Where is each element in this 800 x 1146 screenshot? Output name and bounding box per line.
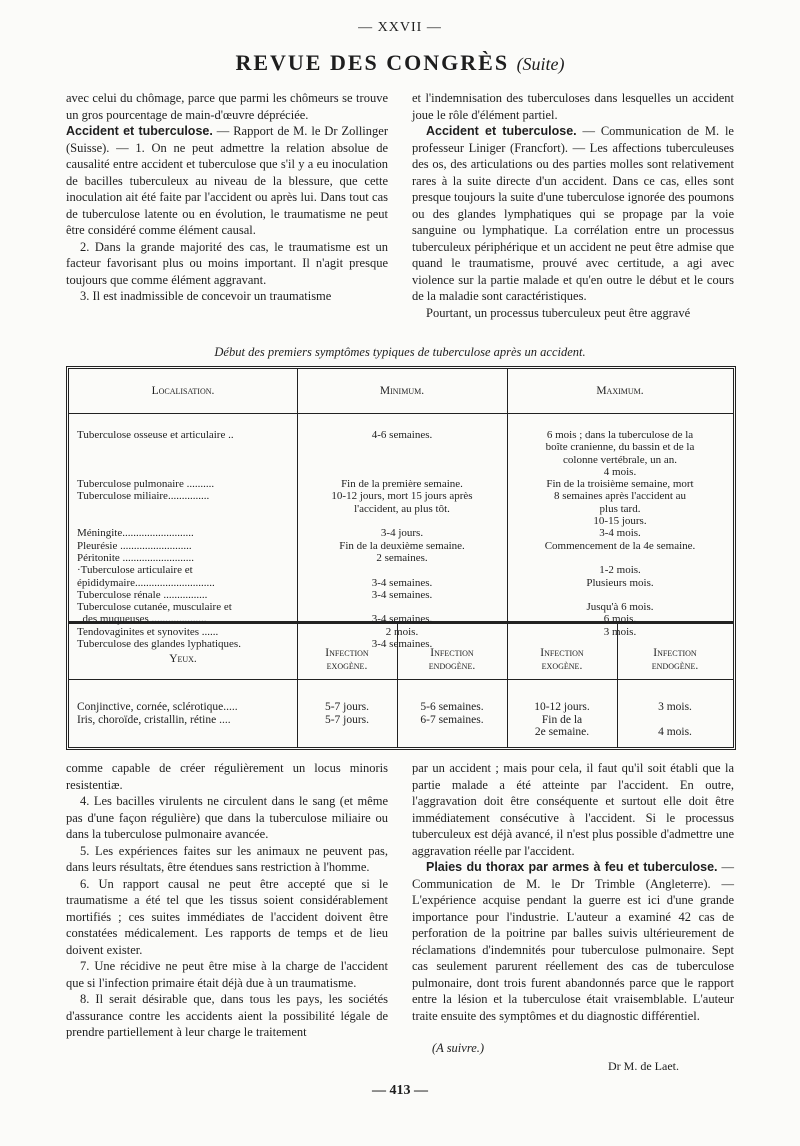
table-divider [507, 369, 508, 623]
paragraph: 3. Il est inadmissible de concevoir un traumatisme [80, 289, 332, 303]
yeux-cell: Conjinctive, cornée, sclérotique..... Iris, choroïde, cristallin, rétine .... [77, 701, 238, 726]
table-divider [297, 369, 298, 623]
header-infection-exogene: Infection exogène. [540, 647, 584, 672]
minimum-cell: 4-6 semaines. Fin de la première semaine. 10-12 jours, mort 15 jours après l'accident, au plus tôt. 3-4 jours. Fin de la deuxième semaine. 2 semaines. 3-4 semaines. 3-4 semaines. 3-4 semaines. 2 mois. 3-4 semaines. [331, 429, 473, 651]
author-signature: Dr M. de Laet. [608, 1059, 679, 1073]
endogene-max-cell: 3 mois. 4 mois. [658, 701, 692, 738]
paragraph: Pourtant, un processus tuberculeux peut être aggravé [426, 305, 691, 320]
symptom-table [66, 366, 736, 750]
exogene-max-cell: 10-12 jours. Fin de la 2e semaine. [534, 701, 590, 738]
page-number: — 413 — [372, 1083, 428, 1098]
header-yeux: Yeux. [169, 653, 197, 665]
left-column-bottom [66, 760, 388, 1041]
header-minimum: Minimum. [379, 385, 425, 397]
header-infection-endogene: Infection endogène. [428, 647, 476, 672]
header-localisation: Localisation. [151, 385, 215, 397]
page-title [0, 50, 800, 76]
paragraph-text: — Rapport de M. le Dr Zollinger (Suisse). — 1. On ne peut admettre la relation absolue de causalité entre accident et tuberculose que s'il y a eu inoculation de bacilles tuberculeux au niveau de la blessure, que cette inoculation ait été faite par l'accident ou après lui. Dans tout cas de tuberculose latente ou en évolution, le traumatisme ne peut être considéré comme élément causal. [66, 124, 388, 237]
paragraph [66, 123, 388, 239]
page-roman-numeral: — XXVII — [358, 20, 442, 35]
paragraph: et l'indemnisation des tuberculoses dans lesquelles un accident joue le rôle d'élément partiel. [412, 91, 734, 122]
left-column-top [66, 90, 388, 305]
table-divider [69, 679, 733, 680]
paragraph: 5. Les expériences faites sur les animaux ne peuvent pas, dans leurs résultats, être étendues sans restriction à l'homme. [66, 843, 388, 874]
exogene-min-cell: 5-7 jours. 5-7 jours. [324, 701, 370, 726]
localisation-cell: Tuberculose osseuse et articulaire .. Tuberculose pulmonaire .......... Tuberculose miliaire............... Méningite.......................... Pleurésie .......................... Péritonite .......................... ·Tuberculose articulaire et épididymaire............................. Tuberculose rénale ................ Tuberculose cutanée, musculaire et des muqueuses .................... Tendovaginites et synovites ...... Tuberculose des glandes lyphatiques. [77, 429, 241, 651]
paragraph: 6. Un rapport causal ne peut être accepté que si le traumatisme a été tel que les tissus soient considérablement mortifiés ; ces suites immédiates de l'accident doivent être constatées médicalement. Les rapports de temps et de lieu doivent exister. [66, 876, 388, 957]
section-heading: Accident et tuberculose. [66, 124, 213, 138]
paragraph-text: — Communication de M. le Dr Trimble (Angleterre). — L'expérience acquise pendant la guerre est ici d'une grande importance pour l'industrie. L'auteur a examiné 42 cas de perforation de la poitrine par balles suivis ultérieurement de réclamations d'indemnités pour tuberculose pulmonaire. Sept cas seulement parurent réellement des cas de tuberculose pulmonaire, dont trois furent abandonnés parce que le rapport entre la lésion et la tuberculose était vraisemblable. L'auteur traite ensuite des symptômes et du diagnostic différentiel. [412, 860, 734, 1023]
paragraph: 8. Il serait désirable que, dans tous les pays, les sociétés d'assurance contre les accidents aient la possibilité légale de prendre partiellement à leur charge le traitement [66, 992, 388, 1039]
paragraph: comme capable de créer régulièrement un locus minoris resistentiæ. [66, 761, 388, 792]
paragraph: 4. Les bacilles virulents ne circulent dans le sang (et même pas d'une façon régulière) que dans la tuberculose miliaire ou dans la tuberculose pulmonaire avancée. [66, 794, 388, 841]
paragraph: 2. Dans la grande majorité des cas, le traumatisme est un facteur favorisant plus ou moins important. Il n'agit presque toujours que comme élément aggravant. [66, 239, 388, 287]
table-divider [69, 413, 733, 414]
paragraph: avec celui du chômage, parce que parmi les chômeurs se trouve un gros pourcentage de main-d'œuvre dépréciée. [66, 91, 388, 122]
header-infection-endogene: Infection endogène. [651, 647, 699, 672]
paragraph [412, 123, 734, 305]
paragraph-text: — Communication de M. le professeur Liniger (Francfort). — Les affections tuberculeuses des os, des articulations ou des parties molles sont relativement rares à la suite directe d'un accident. Dans ce cas, elles sont presque toujours la suite d'une tuberculose ignorée des poumons ou des glandes lymphatiques qui se propage par la voie sanguine ou lymphatique. La corrélation entre un processus tuberculeux périphérique et un accident ne peut être admise que quand le traumatisme, prouvé avec certitude, a agi avec violence sur la partie malade et qu'en outre le début et le cours de la maladie sont caractéristiques. [412, 124, 734, 303]
table-divider [297, 623, 298, 747]
title-text: REVUE DES CONGRÈS [235, 50, 510, 75]
paragraph [412, 859, 734, 1024]
header-maximum: Maximum. [596, 385, 644, 397]
endogene-min-cell: 5-6 semaines. 6-7 semaines. [420, 701, 484, 726]
maximum-cell: 6 mois ; dans la tuberculose de la boîte cranienne, du bassin et de la colonne vertébrale, un an. 4 mois. Fin de la troisième semaine, mort 8 semaines après l'accident au plus tard. 10-15 jours. 3-4 mois. Commencement de la 4e semaine. 1-2 mois. Plusieurs mois. Jusqu'à 6 mois. 6 mois. 3 mois. [544, 429, 696, 638]
section-heading: Accident et tuberculose. [426, 124, 577, 138]
title-suite: (Suite) [516, 54, 565, 74]
header-infection-exogene: Infection exogène. [325, 647, 369, 672]
paragraph: 7. Une récidive ne peut être mise à la charge de l'accident que si l'infection primaire était déjà due à un traumatisme. [66, 959, 388, 990]
table-caption: Début des premiers symptômes typiques de tuberculose après un accident. [214, 345, 586, 359]
paragraph: par un accident ; mais pour cela, il faut qu'il soit établi que la partie malade a été atteinte par l'accident. En outre, l'aggravation doit être conséquente et surtout elle doit être immédiatement consécutive à l'accident. Si le processus tuberculeux est déjà avancé, il n'est plus possible d'admettre une aggravation réelle par l'accident. [412, 761, 734, 858]
continued-note: (A suivre.) [432, 1041, 485, 1055]
right-column-bottom [412, 760, 734, 1024]
right-column-top [412, 90, 734, 321]
section-heading: Plaies du thorax par armes à feu et tuberculose. [426, 860, 718, 874]
